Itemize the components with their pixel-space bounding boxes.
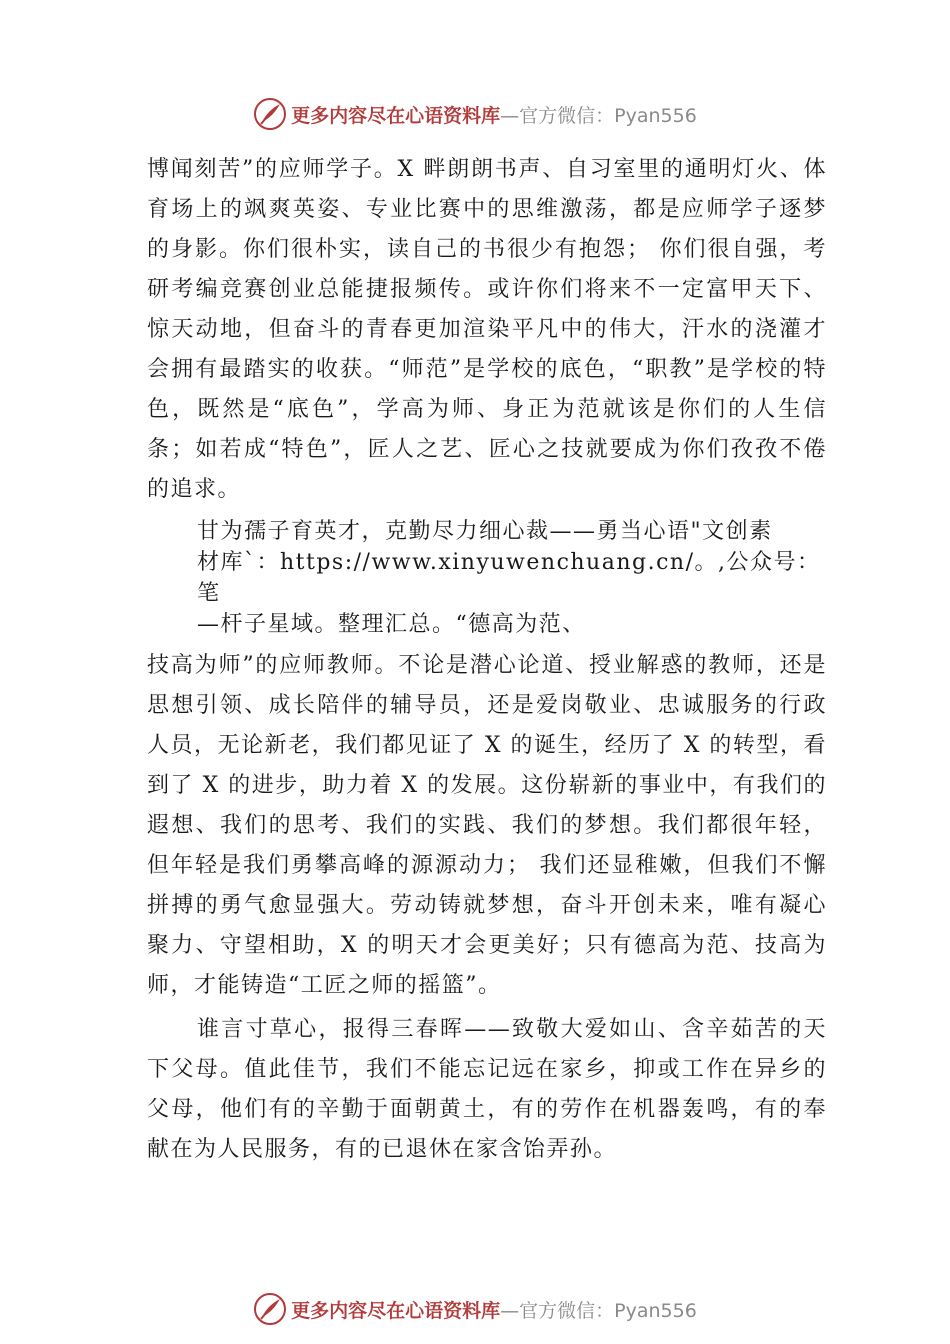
header-title: 更多内容尽在心语资料库	[291, 104, 501, 127]
watermark-line-1: 甘为孺子育英才，克勤尽力细心裁——勇当心语"文创素	[197, 519, 773, 544]
document-body	[147, 150, 827, 1170]
watermark-line-2: 材库`：https://www.xinyuwenchuang.cn/。,公众号：笔	[197, 550, 821, 606]
paragraph-2: 技高为师”的应师教师。不论是潜心论道、授业解惑的教师，还是思想引领、成长陪伴的辅导员，还是爱岗敬业、忠诚服务的行政人员，无论新老，我们都见证了 X 的诞生，经历了 X 的转型，看到了 X 的进步，助力着 X 的发展。这份崭新的事业中，有我们的遐想、我们的思考、我们的实践、我们的梦想。我们都很年轻，但年轻是我们勇攀高峰的源源动力； 我们还显稚嫩，但我们不懈拼搏的勇气愈显强大。劳动铸就梦想，奋斗开创未来，唯有凝心聚力、守望相助，X 的明天才会更美好；只有德高为范、技高为师，才能铸造“工匠之师的摇篮”。	[147, 653, 827, 998]
quill-logo-icon	[253, 97, 287, 131]
footer-title: 更多内容尽在心语资料库	[291, 1299, 501, 1322]
watermark-line-3: —杆子星域。整理汇总。“德高为范、	[197, 612, 586, 637]
quill-logo-icon	[253, 1292, 287, 1326]
header-wechat: —官方微信：Pyan556	[500, 104, 697, 127]
footer-banner	[0, 1289, 950, 1329]
footer-wechat: —官方微信：Pyan556	[500, 1299, 697, 1322]
paragraph-1: 博闻刻苦”的应师学子。X 畔朗朗书声、自习室里的通明灯火、体育场上的飒爽英姿、专业比赛中的思维激荡，都是应师学子逐梦的身影。你们很朴实，读自己的书很少有抱怨； 你们很自强，考研考编竞赛创业总能捷报频传。或许你们将来不一定富甲天下、惊天动地，但奋斗的青春更加渲染平凡中的伟大，汗水的浇灌才会拥有最踏实的收获。“师范”是学校的底色，“职教”是学校的特色，既然是“底色”，学高为师、身正为范就该是你们的人生信条；如若成“特色”，匠人之艺、匠心之技就要成为你们孜孜不倦的追求。	[147, 157, 827, 502]
header-banner	[0, 94, 950, 134]
paragraph-3: 谁言寸草心，报得三春晖——致敬大爱如山、含辛茹苦的天下父母。值此佳节，我们不能忘记远在家乡，抑或工作在异乡的父母，他们有的辛勤于面朝黄土，有的劳作在机器轰鸣，有的奉献在为人民服务，有的已退休在家含饴弄孙。	[147, 1017, 827, 1162]
